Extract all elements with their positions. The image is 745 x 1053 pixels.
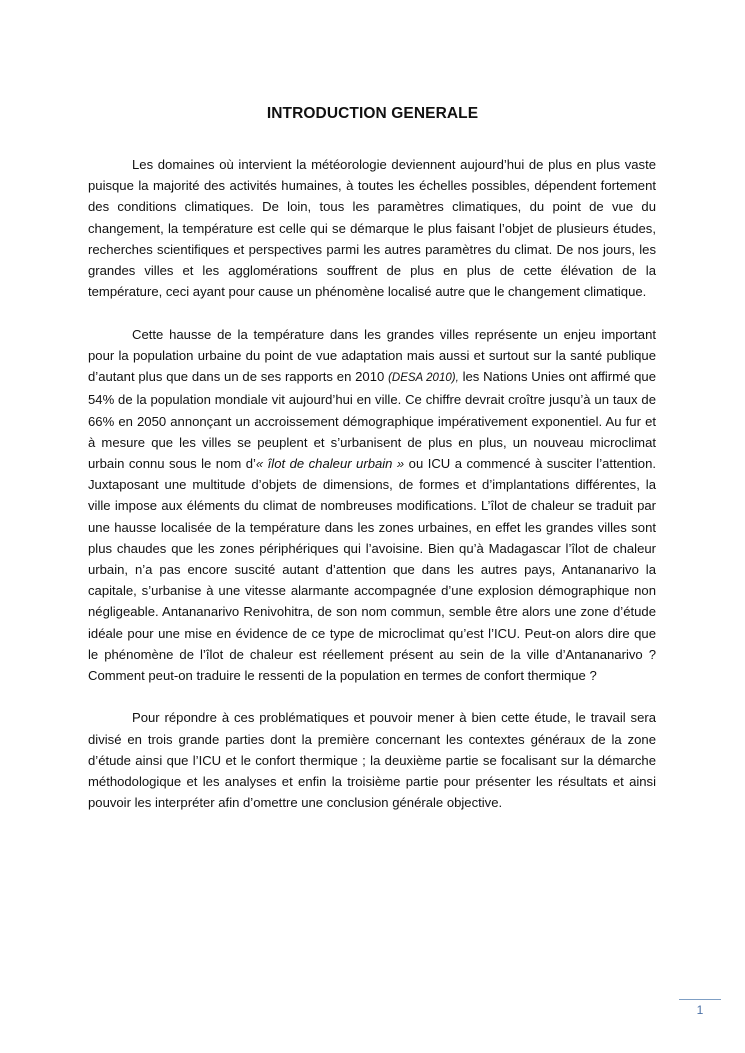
footer-rule — [679, 999, 721, 1000]
paragraph-2-part-a: Cette hausse de la température dans les grandes villes représente un enjeu important pour la population urbaine du point de vue adaptation mais aussi et surtout sur la santé publique d’autant plus que dans un de ses rapports en 2010 — [88, 326, 656, 385]
page-title: INTRODUCTION GENERALE — [266, 105, 479, 122]
document-body — [88, 154, 656, 835]
paragraph-2-part-b: les Nations Unies ont affirmé que 54% de la population mondiale vit aujourd’hui en ville. Ce chiffre devrait croître jusqu’à un taux de 66% en 2050 annonçant un accroissement démographique impérativement exponentiel. Au fur et à mesure que les villes se peuplent et s’urbanisent de plus en plus, un nouveau microclimat urbain connu sous le nom d’ — [88, 369, 656, 471]
page-number: 1 — [696, 1003, 704, 1017]
paragraph-1: Les domaines où intervient la météorologie deviennent aujourd’hui de plus en plus vaste puisque la majorité des activités humaines, à toutes les échelles possibles, dépendent fortement des conditions climatiques. De loin, tous les paramètres climatiques, du point de vue du changement, la température est celle qui se démarque le plus faisant l’objet de plusieurs études, recherches scientifiques et perspectives parmi les autres paramètres du climat. De nos jours, les grandes villes et les agglomérations souffrent de plus en plus de cette élévation de la température, ceci ayant pour cause un phénomène localisé autre que le changement climatique. — [88, 157, 656, 300]
term-ilot-de-chaleur: « îlot de chaleur urbain » — [255, 455, 405, 471]
paragraph-2-part-c: ou ICU a commencé à susciter l’attention. Juxtaposant une multitude d’objets de dimensions, de formes et d’implantations différentes, la ville impose aux éléments du climat de nombreuses modifications. L’îlot de chaleur se traduit par une hausse localisée de la température dans les zones urbaines, en effet les grandes villes sont plus chaudes que les zones périphériques qui l’avoisine. Bien qu’à Madagascar l’îlot de chaleur urbain, n’a pas encore suscité autant d’attention que dans les autres pays, Antananarivo la capitale, s’urbanise à une vitesse alarmante accompagnée d’une explosion démographique non négligeable. Antananarivo Renivohitra, de son nom commun, semble être alors une zone d’étude idéale pour une mise en évidence de ce type de microclimat qu’est l’ICU. Peut-on alors dire que le phénomène de l’îlot de chaleur est réellement présent au sein de la ville d’Antananarivo ? Comment peut-on traduire le ressenti de la population en termes de confort thermique ? — [88, 455, 656, 683]
citation-desa-2010: (DESA 2010), — [388, 372, 459, 385]
paragraph-3: Pour répondre à ces problématiques et pouvoir mener à bien cette étude, le travail sera divisé en trois grande parties dont la première concernant les contextes généraux de la zone d’étude ainsi que l’ICU et le confort thermique ; la deuxième partie se focalisant sur la démarche méthodologique et les analyses et enfin la troisième partie pour présenter les résultats et ainsi pouvoir les interpréter afin d’omettre une conclusion générale objective. — [88, 710, 656, 811]
paragraph-2 — [88, 324, 656, 686]
